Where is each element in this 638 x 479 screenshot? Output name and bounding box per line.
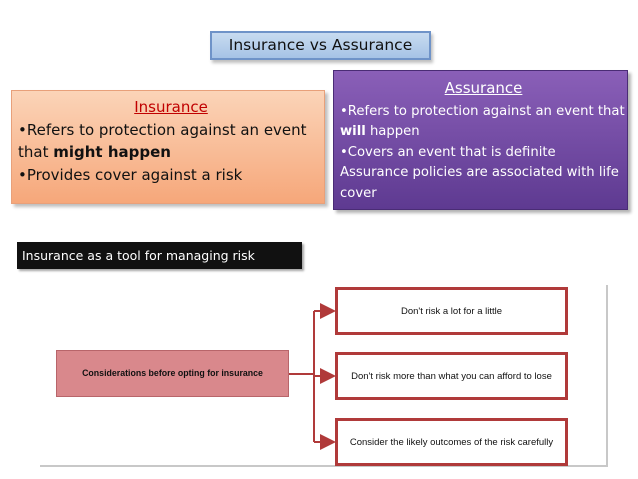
rule-box-1: Don't risk a lot for a little xyxy=(335,287,568,335)
rule-box-3: Consider the likely outcomes of the risk carefully xyxy=(335,418,568,466)
assurance-point-1-emphasis: will xyxy=(340,124,366,140)
assurance-point-3: Assurance policies are associated with life cover xyxy=(340,165,619,201)
rule-box-2: Don't risk more than what you can afford to lose xyxy=(335,352,568,400)
insurance-point-2: •Provides cover against a risk xyxy=(18,165,243,184)
assurance-point-1-text: •Refers to protection against an event that xyxy=(340,104,625,119)
section-label: Insurance as a tool for managing risk xyxy=(17,242,302,269)
insurance-point-1-text: •Refers to protection against an event that xyxy=(18,120,307,161)
assurance-point-2: •Covers an event that is definite xyxy=(340,144,556,160)
slide-title: Insurance vs Assurance xyxy=(210,31,431,60)
considerations-box: Considerations before opting for insurance xyxy=(56,350,289,397)
assurance-heading: Assurance xyxy=(444,79,523,97)
assurance-point-1-suffix: happen xyxy=(365,124,420,140)
insurance-point-1-emphasis: might happen xyxy=(53,143,171,161)
insurance-heading: Insurance xyxy=(134,98,208,116)
